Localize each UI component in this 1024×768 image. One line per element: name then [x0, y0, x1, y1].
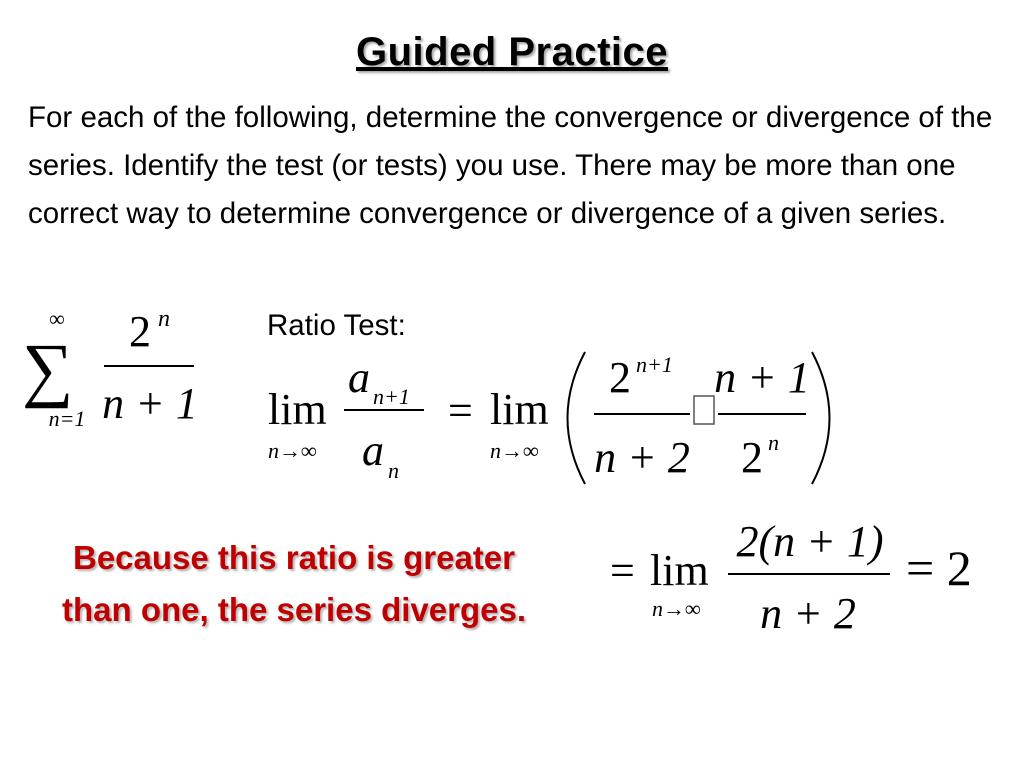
series-numerator-base: 2	[129, 307, 151, 356]
limit-subscript-2: n→∞	[490, 438, 539, 463]
ratio-test-label: Ratio Test:	[267, 309, 406, 342]
frac1-numerator-base: 2	[609, 353, 631, 402]
series-numerator-exp: n	[158, 306, 170, 332]
limit-word-2: lim	[490, 385, 549, 434]
sum-upper-limit: ∞	[49, 306, 65, 331]
missing-glyph-box	[694, 396, 714, 424]
page-title: Guided Practice	[355, 30, 669, 74]
ratio-denominator: a	[362, 426, 384, 475]
frac2-denominator-exp: n	[768, 430, 779, 455]
series-expression	[22, 306, 198, 431]
equals-sign-2: =	[610, 546, 635, 595]
limit-subscript-3: n→∞	[652, 596, 701, 621]
simplified-numerator: 2(n + 1)	[736, 517, 884, 566]
frac1-denominator: n + 2	[594, 433, 690, 482]
left-paren	[568, 352, 586, 484]
instructions-text: For each of the following, determine the convergence or divergence of the series. Identify the test (or tests) you use. There may be more than one correct way to determine convergence or divergence of a given series.	[28, 101, 993, 230]
limit-subscript: n→∞	[268, 438, 317, 463]
frac2-denominator-base: 2	[741, 433, 763, 482]
conclusion-line-1: Because this ratio is greater	[72, 539, 516, 576]
conclusion-line-2: than one, the series diverges.	[62, 591, 526, 628]
ratio-substituted-expression	[448, 352, 830, 484]
sigma-symbol: ∑	[22, 329, 74, 409]
equals-sign-1: =	[448, 386, 473, 435]
simplified-denominator: n + 2	[760, 589, 856, 638]
series-denominator: n + 1	[102, 379, 198, 428]
final-result: = 2	[906, 540, 972, 596]
right-paren	[812, 352, 830, 484]
ratio-limit-expression	[268, 353, 424, 483]
ratio-numerator-sub: n+1	[373, 384, 410, 409]
simplified-expression	[610, 517, 972, 638]
limit-word-3: lim	[650, 546, 709, 595]
ratio-denominator-sub: n	[388, 458, 399, 483]
sum-lower-limit: n=1	[48, 406, 86, 431]
frac1-numerator-exp: n+1	[636, 352, 673, 377]
frac2-numerator: n + 1	[714, 353, 810, 402]
ratio-numerator: a	[348, 353, 370, 402]
limit-word: lim	[268, 385, 327, 434]
